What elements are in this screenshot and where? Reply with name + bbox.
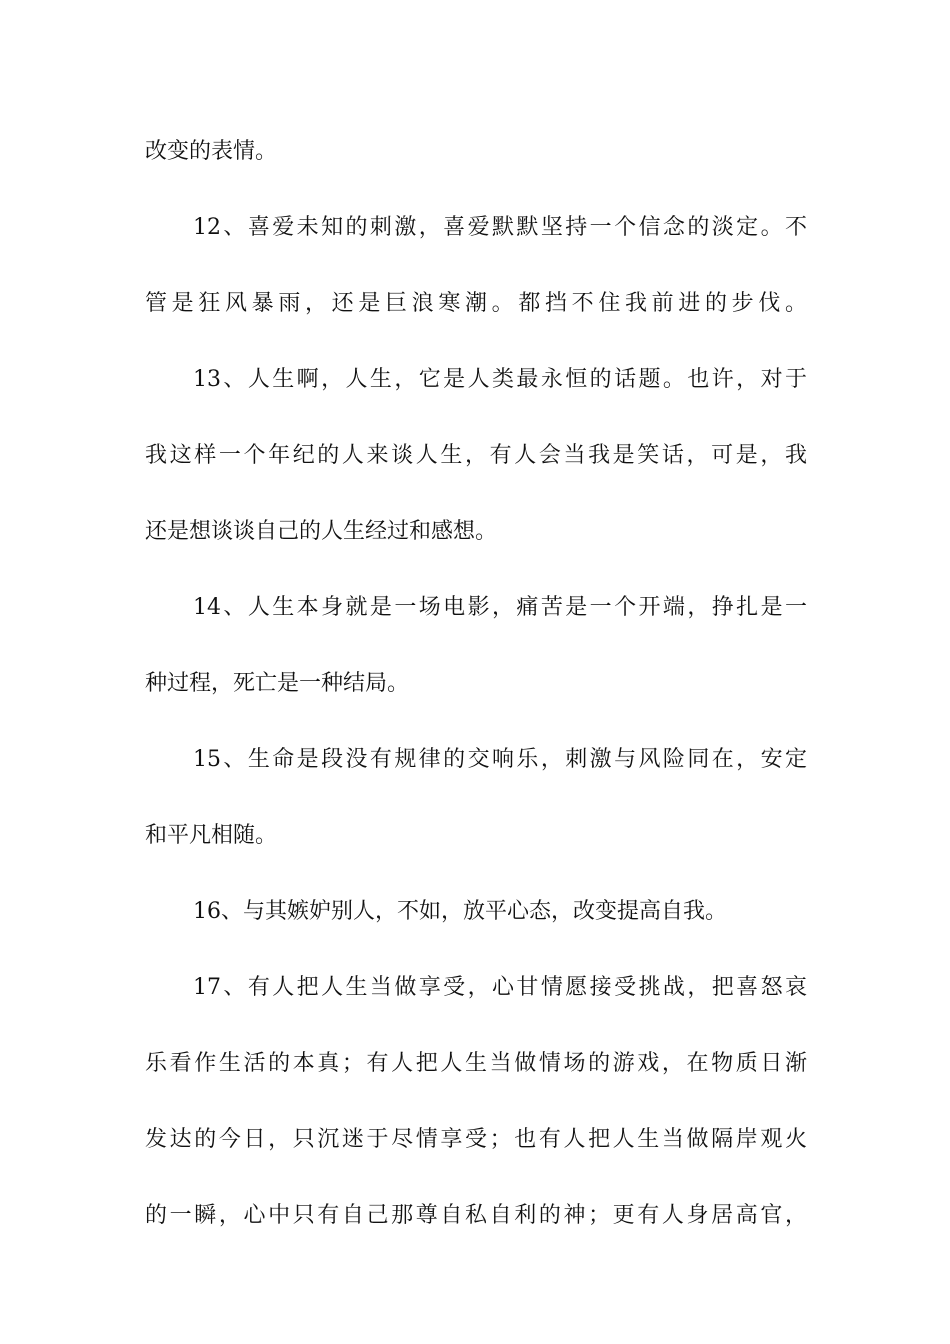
- paragraph-14-line-2: 种过程，死亡是一种结局。: [145, 671, 410, 696]
- paragraph-12-line-2: 管是狂风暴雨，还是巨浪寒潮。都挡不住我前进的步伐。: [145, 291, 807, 316]
- paragraph-13-line-3: 还是想谈谈自己的人生经过和感想。: [145, 519, 498, 544]
- paragraph-13-line-2: 我这样一个年纪的人来谈人生，有人会当我是笑话，可是，我: [145, 443, 807, 468]
- paragraph-17-line-2: 乐看作生活的本真；有人把人生当做情场的游戏，在物质日渐: [145, 1051, 807, 1076]
- paragraph-13-line-1: 13、人生啊，人生，它是人类最永恒的话题。也许，对于: [193, 367, 807, 392]
- paragraph-17-line-4: 的一瞬，心中只有自己那尊自私自利的神；更有人身居高官，: [145, 1203, 807, 1228]
- paragraph-17-line-3: 发达的今日，只沉迷于尽情享受；也有人把人生当做隔岸观火: [145, 1127, 807, 1152]
- text-line: 改变的表情。: [145, 139, 278, 164]
- paragraph-15-line-2: 和平凡相随。: [145, 823, 278, 848]
- paragraph-14-line-1: 14、人生本身就是一场电影，痛苦是一个开端，挣扎是一: [193, 595, 807, 620]
- paragraph-15-line-1: 15、生命是段没有规律的交响乐，刺激与风险同在，安定: [193, 747, 807, 772]
- paragraph-16-line-1: 16、与其嫉妒别人，不如，放平心态，改变提高自我。: [193, 899, 727, 924]
- paragraph-17-line-1: 17、有人把人生当做享受，心甘情愿接受挑战，把喜怒哀: [193, 975, 807, 1000]
- document-body: [145, 130, 807, 1270]
- paragraph-12-line-1: 12、喜爱未知的刺激，喜爱默默坚持一个信念的淡定。不: [193, 215, 807, 240]
